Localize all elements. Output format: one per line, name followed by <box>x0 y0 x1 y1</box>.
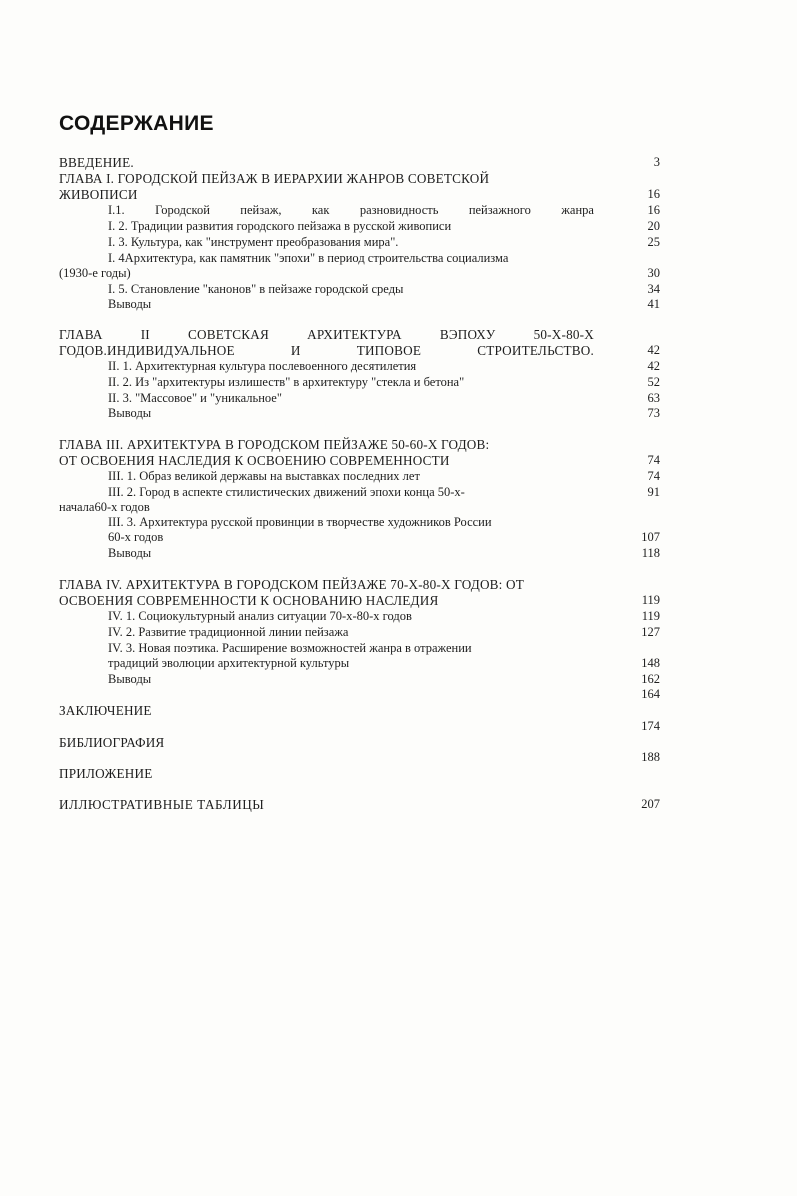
page-number: 118 <box>641 546 660 560</box>
section-3-3-line2: 60-х годов <box>108 530 164 544</box>
word: ГОДОВ.ИНДИВИДУАЛЬНОЕ <box>59 343 235 358</box>
chapter-3-conclusions: Выводы <box>108 546 152 560</box>
section-3-1: III. 1. Образ великой державы на выставках последних лет <box>108 469 420 483</box>
chapter-4-title-line1: ГЛАВА IV. АРХИТЕКТУРА В ГОРОДСКОМ ПЕЙЗАЖЕ 70-Х-80-Х ГОДОВ: ОТ <box>59 577 525 592</box>
word: ТИПОВОЕ <box>356 343 422 358</box>
word: Городской <box>155 203 210 217</box>
word: 50-Х-80-Х <box>533 327 594 342</box>
section-2-2: II. 2. Из "архитектуры излишеств" в архитектуру "стекла и бетона" <box>108 375 465 389</box>
section-4-3-line1: IV. 3. Новая поэтика. Расширение возможностей жанра в отражении <box>108 641 472 655</box>
section-4-3-line2: традиций эволюции архитектурной культуры <box>108 656 350 670</box>
toc-entry-appendix: ПРИЛОЖЕНИЕ <box>59 766 153 781</box>
word: ВЭПОХУ <box>439 327 496 342</box>
word: пейзаж, <box>240 203 282 217</box>
section-2-3: II. 3. "Массовое" и "уникальное" <box>108 391 282 405</box>
chapter-2-title-line2 <box>59 343 594 358</box>
section-4-2: IV. 2. Развитие традиционной линии пейзажа <box>108 625 349 639</box>
page-number: 3 <box>653 155 660 169</box>
page-number: 188 <box>641 750 660 764</box>
page-number: 30 <box>647 266 660 280</box>
page-number: 107 <box>641 530 660 544</box>
page-number: 20 <box>647 219 660 233</box>
word: жанра <box>561 203 594 217</box>
page-title: СОДЕРЖАНИЕ <box>59 112 214 135</box>
chapter-4-conclusions: Выводы <box>108 672 152 686</box>
word: И <box>290 343 301 358</box>
page-number: 119 <box>641 593 660 607</box>
chapter-1-title-line1: ГЛАВА I. ГОРОДСКОЙ ПЕЙЗАЖ В ИЕРАРХИИ ЖАНРОВ СОВЕТСКОЙ <box>59 171 490 186</box>
word: АРХИТЕКТУРА <box>307 327 402 342</box>
chapter-2-conclusions: Выводы <box>108 406 152 420</box>
word: II <box>140 327 150 342</box>
page-number: 16 <box>647 203 660 217</box>
word: разновидность <box>359 203 439 217</box>
page-number: 164 <box>641 687 660 701</box>
page-number: 207 <box>641 797 660 811</box>
page-number: 127 <box>641 625 660 639</box>
page-number: 174 <box>641 719 660 733</box>
word: как <box>311 203 330 217</box>
word: СОВЕТСКАЯ <box>188 327 269 342</box>
section-1-4-line2: (1930-е годы) <box>59 266 131 280</box>
toc-entry-conclusion: ЗАКЛЮЧЕНИЕ <box>59 703 152 718</box>
page-number: 162 <box>641 672 660 686</box>
toc-entry-illustrative-tables: ИЛЛЮСТРАТИВНЫЕ ТАБЛИЦЫ <box>59 797 265 812</box>
section-3-2-line1: III. 2. Город в аспекте стилистических движений эпохи конца 50-х- <box>108 485 465 499</box>
section-1-5: I. 5. Становление "канонов" в пейзаже городской среды <box>108 282 404 296</box>
page-number: 42 <box>647 359 660 373</box>
page-number: 148 <box>641 656 660 670</box>
section-3-2-line2: начала60-х годов <box>59 500 150 514</box>
toc-entry-bibliography: БИБЛИОГРАФИЯ <box>59 735 165 750</box>
chapter-3-title-line2: ОТ ОСВОЕНИЯ НАСЛЕДИЯ К ОСВОЕНИЮ СОВРЕМЕННОСТИ <box>59 453 450 468</box>
page-number: 52 <box>647 375 660 389</box>
section-3-3-line1: III. 3. Архитектура русской провинции в творчестве художников России <box>108 515 492 529</box>
page-number: 63 <box>647 391 660 405</box>
section-1-4-line1: I. 4Архитектура, как памятник "эпохи" в период строительства социализма <box>108 251 509 265</box>
page-number: 42 <box>647 343 660 357</box>
chapter-1-conclusions: Выводы <box>108 297 152 311</box>
chapter-1-title-line2: ЖИВОПИСИ <box>59 187 138 202</box>
section-1-3: I. 3. Культура, как "инструмент преобразования мира". <box>108 235 399 249</box>
chapter-4-title-line2: ОСВОЕНИЯ СОВРЕМЕННОСТИ К ОСНОВАНИЮ НАСЛЕДИЯ <box>59 593 439 608</box>
section-4-1: IV. 1. Социокультурный анализ ситуации 70-х-80-х годов <box>108 609 412 623</box>
page-number: 41 <box>647 297 660 311</box>
page-number: 34 <box>647 282 660 296</box>
word: ГЛАВА <box>59 327 103 342</box>
page-number: 25 <box>647 235 660 249</box>
page-number: 119 <box>641 609 660 623</box>
page-number: 91 <box>647 485 660 499</box>
chapter-2-title-line1 <box>59 327 594 342</box>
page-number: 74 <box>647 453 660 467</box>
chapter-3-title-line1: ГЛАВА III. АРХИТЕКТУРА В ГОРОДСКОМ ПЕЙЗАЖЕ 50-60-Х ГОДОВ: <box>59 437 490 452</box>
word: I.1. <box>108 203 125 217</box>
toc-entry-intro: ВВЕДЕНИЕ. <box>59 155 134 170</box>
section-1-2: I. 2. Традиции развития городского пейзажа в русской живописи <box>108 219 452 233</box>
word: СТРОИТЕЛЬСТВО. <box>477 343 594 358</box>
section-1-1 <box>108 203 594 218</box>
page-number: 73 <box>647 406 660 420</box>
page-number: 16 <box>647 187 660 201</box>
page-number: 74 <box>647 469 660 483</box>
word: пейзажного <box>468 203 531 217</box>
section-2-1: II. 1. Архитектурная культура послевоенного десятилетия <box>108 359 417 373</box>
